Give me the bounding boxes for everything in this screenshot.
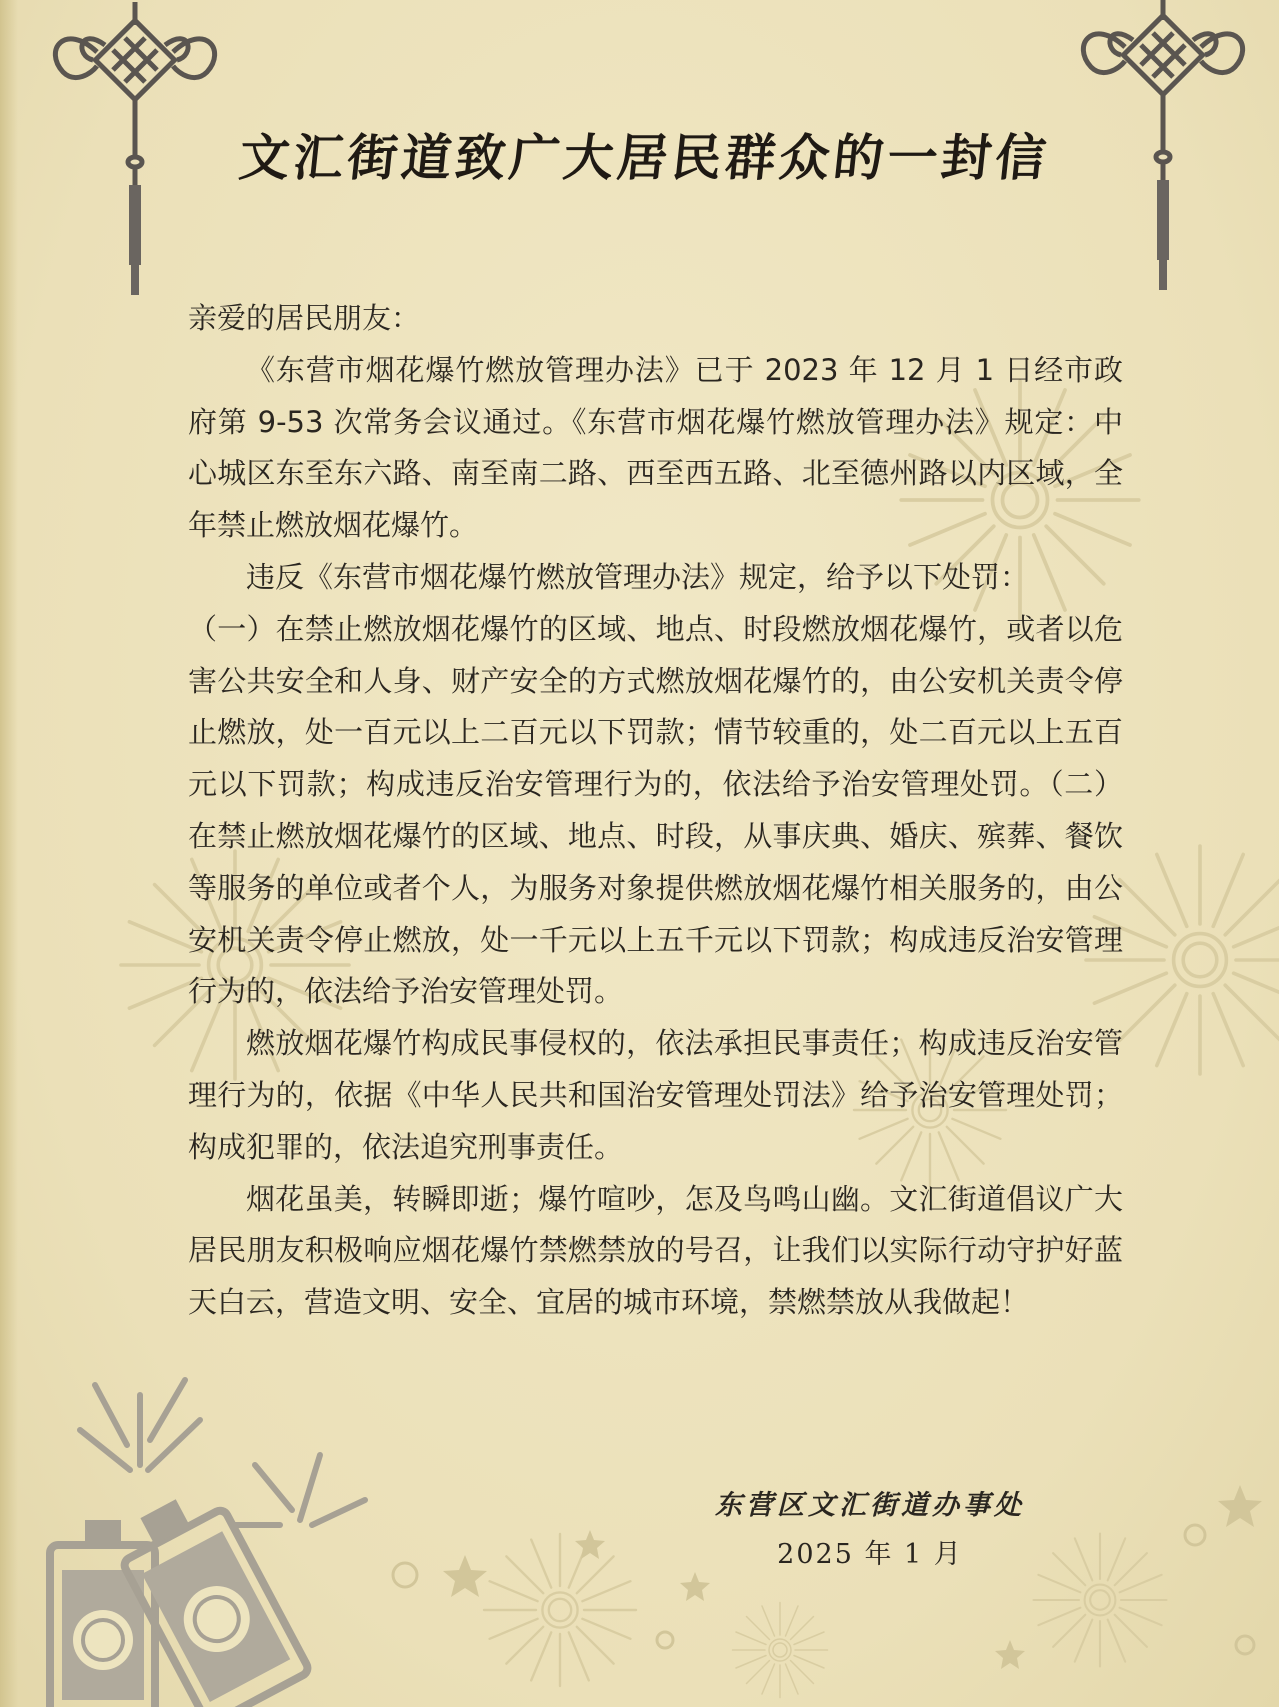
paragraph: （一）在禁止燃放烟花爆竹的区域、地点、时段燃放烟花爆竹，或者以危害公共安全和人身、财产安全的方式燃放烟花爆竹的，由公安机关责令停止燃放，处一百元以上二百元以下罚款；情节较重的，处二百元以上五百元以下罚款；构成违反治安管理行为的，依法给予治安管理处罚。（二）在禁止燃放烟花爆竹的区域、地点、时段，从事庆典、婚庆、殡葬、餐饮等服务的单位或者个人，为服务对象提供燃放烟花爆竹相关服务的，由公安机关责令停止燃放，处一千元以上五千元以下罚款；构成违反治安管理行为的，依法给予治安管理处罚。	[188, 611, 1123, 1009]
firecracker-icon	[50, 1380, 365, 1707]
paragraph: 违反《东营市烟花爆竹燃放管理办法》规定，给予以下处罚：	[246, 559, 1030, 594]
paragraph: 燃放烟花爆竹构成民事侵权的，依法承担民事责任；构成违反治安管理行为的，依据《中华人民共和国治安管理处罚法》给予治安管理处罚；构成犯罪的，依法追究刑事责任。	[188, 1026, 1123, 1164]
page-title: 文汇街道致广大居民群众的一封信	[236, 129, 1053, 187]
salutation: 亲爱的居民朋友：	[188, 301, 421, 335]
paragraph: 《东营市烟花爆竹燃放管理办法》已于 2023 年 12 月 1 日经市政府第 9-53 次常务会议通过。《东营市烟花爆竹燃放管理办法》规定：中心城区东至东六路、南至南二路、西至西五路、北至德州路以内区域，全年禁止燃放烟花爆竹。	[188, 352, 1123, 543]
letter-body	[188, 293, 1123, 1329]
paragraph: 烟花虽美，转瞬即逝；爆竹喧吵，怎及鸟鸣山幽。文汇街道倡议广大居民朋友积极响应烟花爆竹禁燃禁放的号召，让我们以实际行动守护好蓝天白云，营造文明、安全、宜居的城市环境，禁燃禁放从我做起！	[188, 1181, 1123, 1320]
signature: 东营区文汇街道办事处	[715, 1490, 1025, 1521]
date: 2025 年 1 月	[777, 1539, 963, 1570]
